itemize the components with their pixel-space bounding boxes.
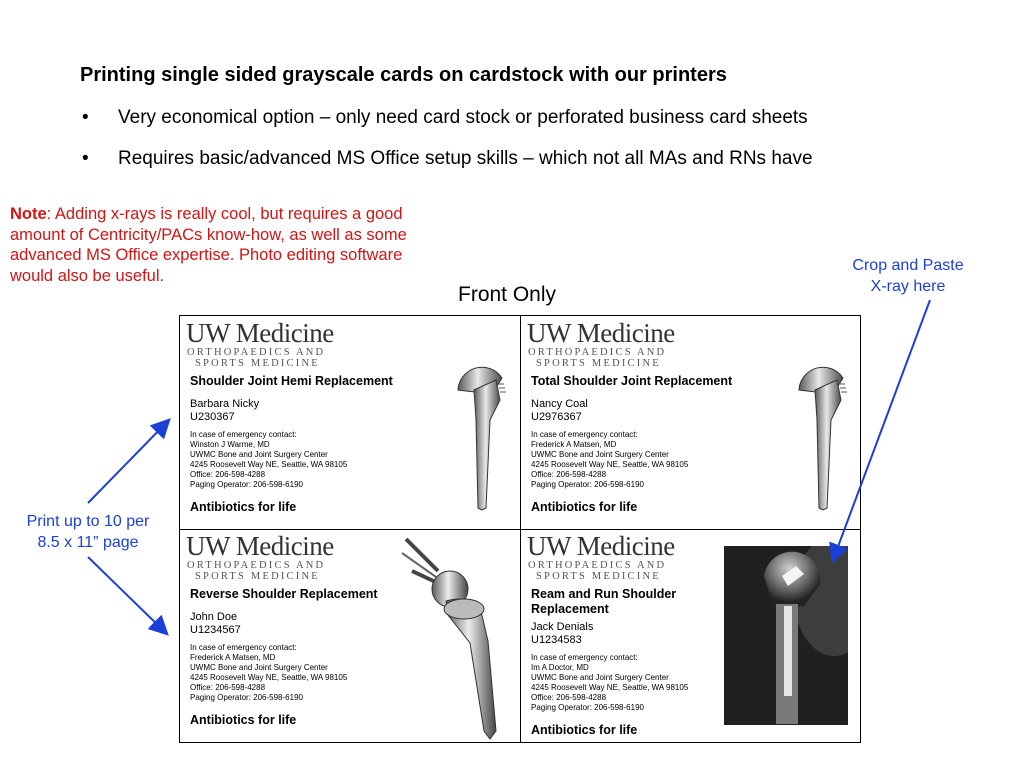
crop-paste-callout: [832, 255, 984, 297]
emergency-contact: [190, 643, 347, 703]
slide-heading: Printing single sided grayscale cards on cardstock with our printers: [80, 64, 727, 86]
logo-title: UW Medicine: [186, 318, 334, 348]
logo-title: UW Medicine: [527, 531, 675, 561]
card-footer: Antibiotics for life: [531, 500, 638, 514]
emergency-contact: [531, 430, 688, 490]
reverse-shoulder-implant-icon: [398, 531, 520, 742]
emergency-line: UWMC Bone and Joint Surgery Center: [531, 450, 669, 459]
card-procedure-title: Total Shoulder Joint Replacement: [531, 374, 733, 388]
card-procedure-title: Shoulder Joint Hemi Replacement: [190, 374, 393, 388]
uw-medicine-logo: [527, 533, 675, 582]
emergency-line: Winston J Warme, MD: [190, 440, 270, 449]
emergency-line: 4245 Roosevelt Way NE, Seattle, WA 98105: [531, 683, 689, 692]
logo-subtitle: SPORTS MEDICINE: [536, 358, 661, 369]
emergency-line: 4245 Roosevelt Way NE, Seattle, WA 98105: [190, 460, 348, 469]
patient-id: U1234583: [531, 634, 582, 646]
patient-id: U2976367: [531, 411, 582, 423]
bullet-text: Requires basic/advanced MS Office setup skills – which not all MAs and RNs have: [118, 148, 813, 169]
emergency-line: Paging Operator: 206-598-6190: [531, 480, 644, 489]
print-callout-line: 8.5 x 11” page: [37, 534, 139, 551]
note-body: : Adding x-rays is really cool, but requires a good amount of Centricity/PACs know-how, as well as some advanced MS Office expertise. Photo editing software would also be useful.: [10, 205, 407, 285]
bullet-text: Very economical option – only need card stock or perforated business card sheets: [118, 107, 808, 128]
patient-name: Barbara Nicky: [190, 398, 260, 410]
emergency-line: UWMC Bone and Joint Surgery Center: [190, 663, 328, 672]
patient-id: U1234567: [190, 624, 241, 636]
crop-callout-line: Crop and Paste: [852, 257, 964, 274]
uw-medicine-logo: [186, 533, 334, 582]
note-text: [10, 204, 440, 286]
total-shoulder-implant-icon: [793, 360, 853, 512]
card-procedure-title: Ream and Run Shoulder Replacement: [531, 587, 677, 616]
emergency-line: In case of emergency contact:: [190, 430, 297, 439]
uw-medicine-logo: [186, 320, 334, 369]
emergency-line: UWMC Bone and Joint Surgery Center: [531, 673, 669, 682]
card-patient: [531, 621, 593, 647]
card-footer: Antibiotics for life: [531, 723, 638, 737]
card-patient: [531, 398, 588, 424]
logo-subtitle: ORTHOPAEDICS AND: [187, 347, 326, 358]
id-card: [180, 316, 521, 530]
card-footer: Antibiotics for life: [190, 713, 297, 727]
emergency-line: Frederick A Matsen, MD: [190, 653, 276, 662]
bullet-item: [82, 148, 813, 170]
patient-id: U230367: [190, 411, 235, 423]
hemi-shoulder-implant-icon: [452, 360, 512, 512]
logo-subtitle: SPORTS MEDICINE: [536, 571, 661, 582]
id-card: [180, 529, 521, 742]
patient-name: Nancy Coal: [531, 398, 588, 410]
emergency-contact: [531, 653, 688, 713]
front-only-label: Front Only: [458, 283, 557, 306]
emergency-line: 4245 Roosevelt Way NE, Seattle, WA 98105: [190, 673, 348, 682]
logo-subtitle: ORTHOPAEDICS AND: [528, 560, 667, 571]
arrow-up-to-cards: [88, 421, 168, 503]
emergency-line: 4245 Roosevelt Way NE, Seattle, WA 98105: [531, 460, 689, 469]
card-patient: [190, 611, 241, 637]
logo-subtitle: SPORTS MEDICINE: [195, 571, 320, 582]
logo-subtitle: SPORTS MEDICINE: [195, 358, 320, 369]
card-patient: [190, 398, 259, 424]
emergency-line: In case of emergency contact:: [531, 653, 638, 662]
emergency-line: Frederick A Matsen, MD: [531, 440, 617, 449]
emergency-line: Office: 206-598-4288: [531, 470, 607, 479]
bullet-dot: •: [82, 148, 89, 169]
logo-subtitle: ORTHOPAEDICS AND: [187, 560, 326, 571]
emergency-line: In case of emergency contact:: [190, 643, 297, 652]
emergency-line: In case of emergency contact:: [531, 430, 638, 439]
emergency-contact: [190, 430, 347, 490]
emergency-line: Paging Operator: 206-598-6190: [531, 703, 644, 712]
arrow-down-to-cards: [88, 557, 166, 633]
card-footer: Antibiotics for life: [190, 500, 297, 514]
card-procedure-title: Reverse Shoulder Replacement: [190, 587, 378, 601]
bullet-item: [82, 107, 808, 129]
logo-subtitle: ORTHOPAEDICS AND: [528, 347, 667, 358]
print-callout-line: Print up to 10 per: [26, 513, 150, 530]
card-sheet: [179, 315, 861, 743]
emergency-line: Office: 206-598-4288: [531, 693, 607, 702]
print-count-callout: [8, 511, 168, 553]
emergency-line: Paging Operator: 206-598-6190: [190, 693, 303, 702]
shoulder-xray-icon: [724, 546, 848, 725]
uw-medicine-logo: [527, 320, 675, 369]
logo-title: UW Medicine: [527, 318, 675, 348]
patient-name: Jack Denials: [531, 621, 594, 633]
note-label: Note: [10, 205, 47, 223]
emergency-line: Paging Operator: 206-598-6190: [190, 480, 303, 489]
emergency-line: Im A Doctor, MD: [531, 663, 589, 672]
crop-callout-line: X-ray here: [870, 278, 946, 295]
patient-name: John Doe: [190, 611, 238, 623]
emergency-line: UWMC Bone and Joint Surgery Center: [190, 450, 328, 459]
bullet-dot: •: [82, 107, 89, 128]
emergency-line: Office: 206-598-4288: [190, 683, 266, 692]
id-card: [521, 316, 861, 530]
emergency-line: Office: 206-598-4288: [190, 470, 266, 479]
id-card: [521, 529, 861, 742]
logo-title: UW Medicine: [186, 531, 334, 561]
